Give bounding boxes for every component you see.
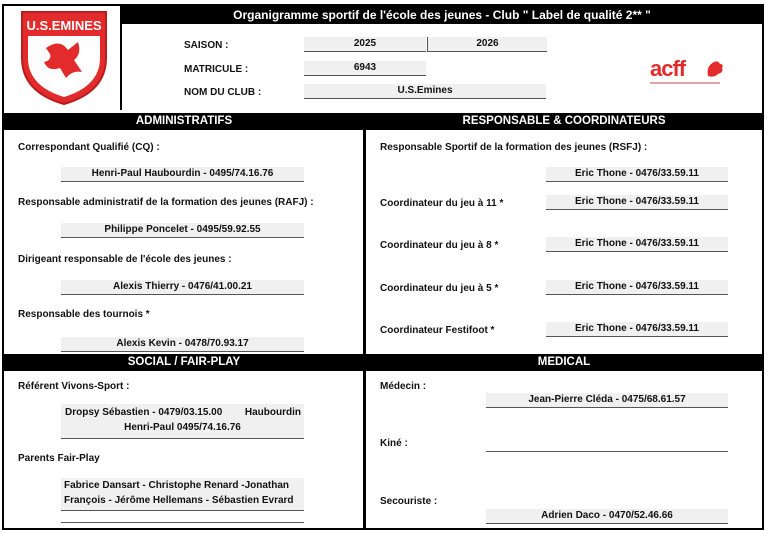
tournois-value: Alexis Kevin - 0478/70.93.17 [61,337,304,352]
rooster-icon [704,58,726,80]
parents-line1: Fabrice Dansart - Christophe Renard -Jonathan [64,480,290,491]
c11-label: Coordinateur du jeu à 11 * [380,198,504,209]
kine-value [486,451,728,452]
vivons-line1a: Dropsy Sébastien - 0479/03.15.00 [65,407,223,418]
coordinateurs-header: RESPONSABLE & COORDINATEURS [366,113,762,130]
vivons-line1b: Haubourdin [244,407,301,418]
dirigeant-value: Alexis Thierry - 0476/41.00.21 [61,280,304,295]
logo-text: U.S.EMINES [26,18,102,33]
kine-label: Kiné : [380,438,408,449]
column-divider [363,113,366,530]
saison-end: 2026 [427,37,547,52]
rsfj-value: Eric Thone - 0476/33.59.11 [546,167,728,182]
secouriste-label: Secouriste : [380,496,438,507]
rafj-label: Responsable administratif de la formation des jeunes (RAFJ) : [18,197,314,208]
medecin-label: Médecin : [380,381,427,392]
social-header: SOCIAL / FAIR-PLAY [4,354,364,371]
cq-value: Henri-Paul Haubourdin - 0495/74.16.76 [61,167,304,182]
c8-value: Eric Thone - 0476/33.59.11 [546,237,728,252]
matricule-label: MATRICULE : [184,64,249,75]
acff-logo [650,56,730,92]
saison-label: SAISON : [184,40,229,51]
medical-header: MEDICAL [366,354,762,371]
c5-value: Eric Thone - 0476/33.59.11 [546,280,728,295]
festifoot-value: Eric Thone - 0476/33.59.11 [546,322,728,337]
parents-value [61,478,304,511]
vivons-line2: Henri-Paul 0495/74.16.76 [124,422,241,433]
nom-club-value: U.S.Emines [304,84,546,99]
parents-label: Parents Fair-Play [18,453,100,464]
secouriste-value: Adrien Daco - 0470/52.46.66 [486,509,728,524]
medecin-value: Jean-Pierre Cléda - 0475/68.61.57 [486,393,728,408]
logo-box [4,6,122,110]
tournois-label: Responsable des tournois * [18,309,150,320]
administratifs-header: ADMINISTRATIFS [4,113,364,130]
page-title: Organigramme sportif de l'école des jeunes - Club " Label de qualité 2** " [122,6,762,24]
saison-start: 2025 [304,37,426,52]
c8-label: Coordinateur du jeu à 8 * [380,240,499,251]
club-crest-icon [16,8,112,106]
cq-label: Correspondant Qualifié (CQ) : [18,142,160,153]
festifoot-label: Coordinateur Festifoot * [380,325,495,336]
rafj-value: Philippe Poncelet - 0495/59.92.55 [61,223,304,238]
rsfj-label: Responsable Sportif de la formation des jeunes (RSFJ) : [380,142,648,153]
dirigeant-label: Dirigeant responsable de l'école des jeunes : [18,254,232,265]
matricule-value: 6943 [304,61,426,76]
c5-label: Coordinateur du jeu à 5 * [380,283,499,294]
c11-value: Eric Thone - 0476/33.59.11 [546,195,728,210]
vivons-label: Référent Vivons-Sport : [18,381,130,392]
vivons-value [61,404,304,439]
parents-line2: François - Jérôme Hellemans - Sébastien Evrard [64,495,294,506]
nom-club-label: NOM DU CLUB : [184,87,262,98]
parents-extra-line [61,522,304,523]
acff-logo-text: acff [650,56,686,81]
